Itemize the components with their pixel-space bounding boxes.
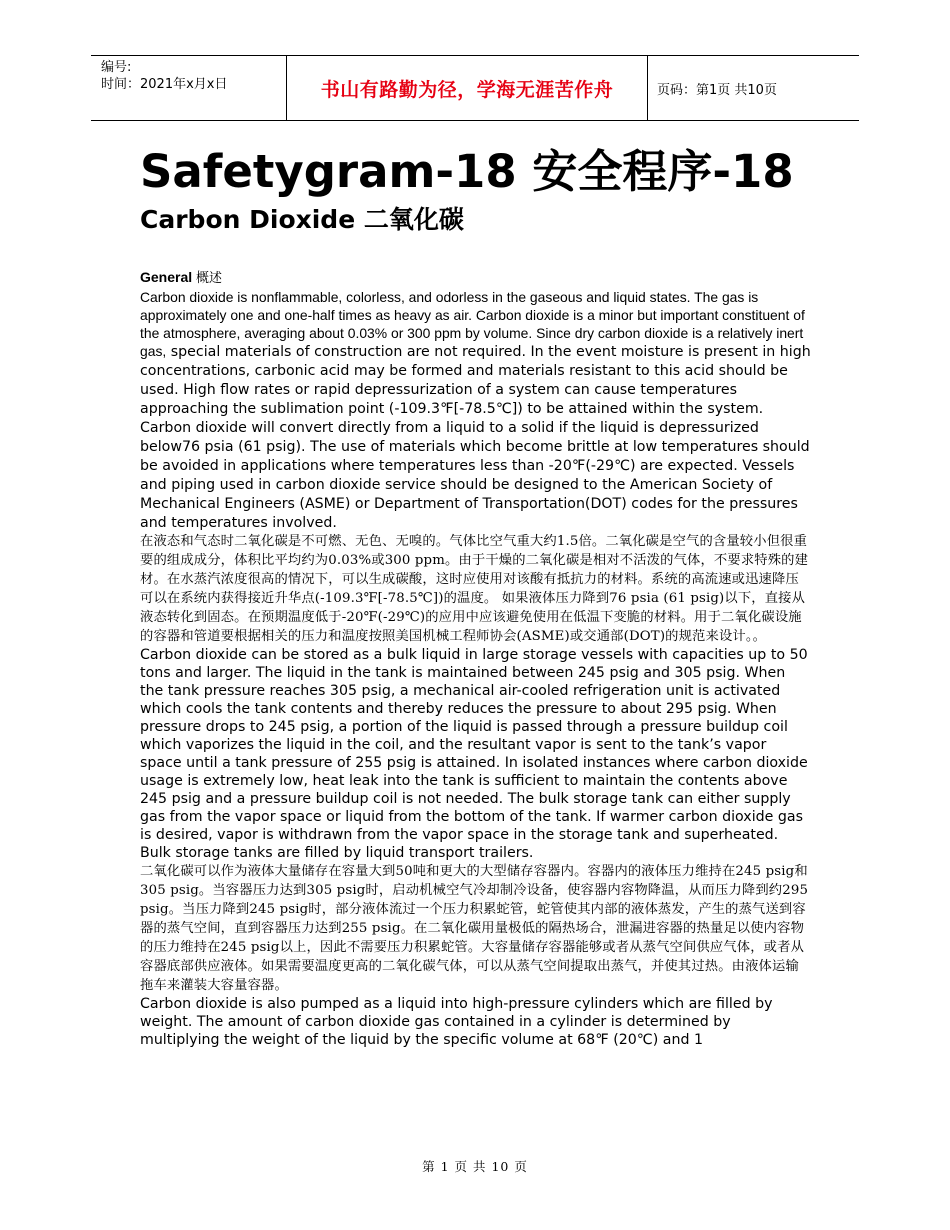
- document-body: [140, 140, 812, 1049]
- paragraph-1-en-part-a: Carbon dioxide is nonflammable, colorless, and odorless in the gaseous and liquid states. The gas is approximately one and one-half times as heavy as air. Carbon dioxide is a minor but important constituent of the atmosphere, averaging about 0.03% or 300 ppm by volume. Since dry carbon dioxide is a relatively inert gas,: [140, 289, 805, 359]
- page-footer: 第 1 页 共 10 页: [422, 1159, 528, 1174]
- document-number-label: 编号:: [101, 60, 132, 75]
- header-page-cell: [648, 56, 859, 120]
- paragraph-1-cn: 在液态和气态时二氧化碳是不可燃、无色、无嗅的。气体比空气重大约1.5倍。二氧化碳是空气的含量较小但很重要的组成成分，体积比平均约为0.03%或300 ppm。由于干燥的二氧化碳是相对不活泼的气体，不要求特殊的建材。在水蒸汽浓度很高的情况下，可以生成碳酸，这时应使用对该酸有抵抗力的材料。系统的高流速或迅速降压可以在系统内获得接近升华点(-109.3℉[-78.5℃])的温度。 如果液体压力降到76 psia (61 psig)以下，直接从液态转化到固态。在预期温度低于-20℉(-29℃)的应用中应该避免使用在低温下变脆的材料。用于二氧化碳设施的容器和管道要根据相关的压力和温度按照美国机械工程师协会(ASME)或交通部(DOT)的规范来设计。。: [140, 534, 809, 644]
- paragraph-2-en: Carbon dioxide can be stored as a bulk liquid in large storage vessels with capacities up to 50 tons and larger. The liquid in the tank is maintained between 245 psig and 305 psig. When the tank pressure reaches 305 psig, a mechanical air-cooled refrigeration unit is activated which cools the tank contents and thereby reduces the pressure to about 295 psig. When pressure drops to 245 psig, a portion of the liquid is passed through a pressure buildup coil which vaporizes the liquid in the coil, and the resultant vapor is sent to the tank’s vapor space until a tank pressure of 255 psig is attained. In isolated instances where carbon dioxide usage is extremely low, heat leak into the tank is sufficient to maintain the contents above 245 psig and a pressure buildup coil is not needed. The bulk storage tank can either supply gas from the vapor space or liquid from the bottom of the tank. If warmer carbon dioxide gas is desired, vapor is withdrawn from the vapor space in the storage tank and superheated. Bulk storage tanks are filled by liquid transport trailers.: [140, 647, 808, 861]
- motto-text: 书山有路勤为径，学海无涯苦作舟: [320, 78, 614, 101]
- section-heading: [140, 268, 812, 288]
- document-title: Safetygram-18 安全程序-18: [140, 145, 794, 198]
- paragraph-3-en: Carbon dioxide is also pumped as a liquid into high-pressure cylinders which are filled by weight. The amount of carbon dioxide gas contained in a cylinder is determined by multiplying the weight of the liquid by the specific volume at 68℉ (20℃) and 1: [140, 996, 773, 1048]
- paragraph-1-en-part-b: special materials of construction are not required. In the event moisture is present in high concentrations, carbonic acid may be formed and materials resistant to this acid should be used. High flow rates or rapid depressurization of a system can cause temperatures approaching the sublimation point (-109.3℉[-78.5℃]) to be attained within the system. Carbon dioxide will convert directly from a liquid to a solid if the liquid is depressurized below76 psia (61 psig). The use of materials which become brittle at low temperatures should be avoided in applications where temperatures less than -20℉(-29℃) are expected. Vessels and piping used in carbon dioxide service should be designed to the American Society of Mechanical Engineers (ASME) or Department of Transportation(DOT) codes for the pressures and temperatures involved.: [140, 344, 811, 531]
- document-subtitle: Carbon Dioxide 二氧化碳: [140, 205, 464, 234]
- paragraph-2-cn: 二氧化碳可以作为液体大量储存在容量大到50吨和更大的大型储存容器内。容器内的液体压力维持在245 psig和305 psig。当容器压力达到305 psig时，启动机械空气冷却制冷设备，使容器内容物降温，从而压力降到约295 psig。当压力降到245 psig时，部分液体流过一个压力积累蛇管，蛇管使其内部的液体蒸发，产生的蒸气送到容器的蒸气空间，直到容器压力达到255 psig。在二氧化碳用量极低的隔热场合，泄漏进容器的热量足以使内容物的压力维持在245 psig以上，因此不需要压力积累蛇管。大容量储存容器能够或者从蒸气空间供应气体，或者从容器底部供应液体。如果需要温度更高的二氧化碳气体，可以从蒸气空间提取出蒸气，并使其过热。由液体运输拖车来灌装大容量容器。: [140, 864, 809, 993]
- paragraph-1-en: [140, 288, 812, 532]
- header-info-cell: [91, 56, 286, 120]
- section-heading-cn: 概述: [196, 271, 223, 286]
- document-time-label: 时间：2021年x月x日: [101, 77, 228, 92]
- header-motto-cell: [286, 56, 648, 120]
- page-number-label: 页码：第1页 共10页: [657, 82, 777, 98]
- document-header: [91, 55, 859, 121]
- section-heading-en: General: [140, 269, 193, 285]
